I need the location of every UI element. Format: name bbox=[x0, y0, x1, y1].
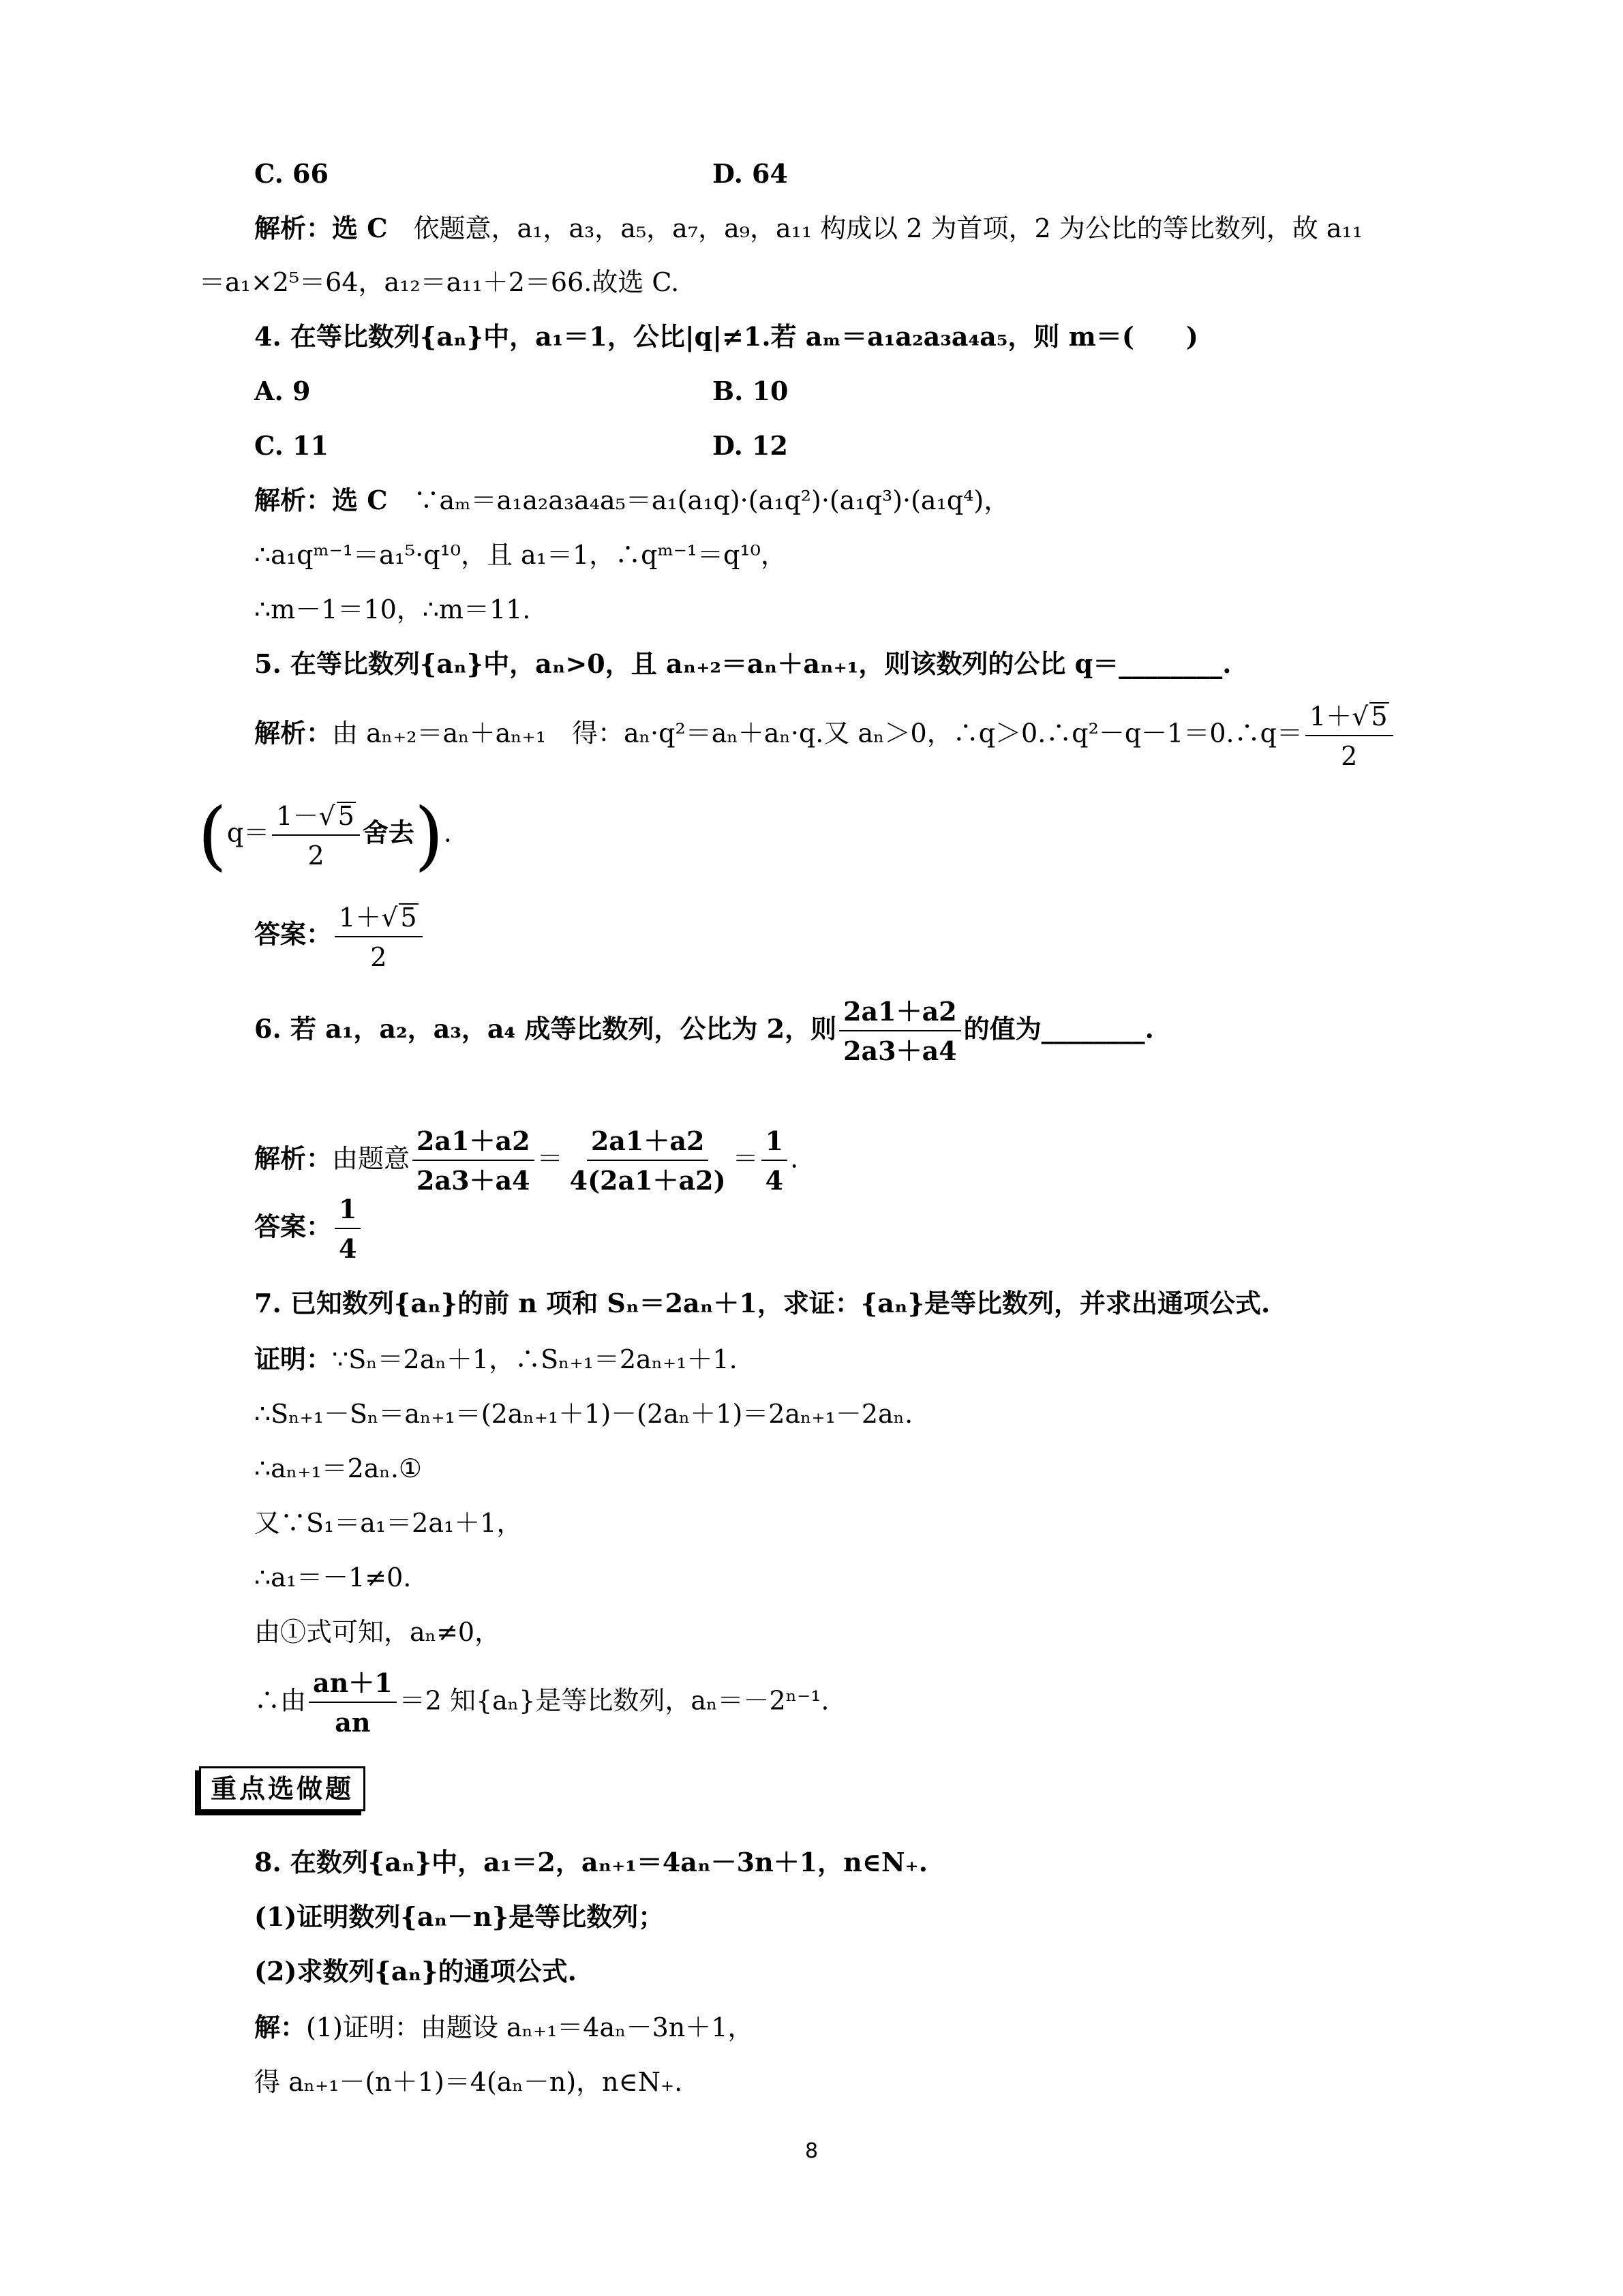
right-paren: ) bbox=[414, 791, 444, 879]
q8-stem: 8. 在数列{aₙ}中，a₁＝2，aₙ₊₁＝4aₙ－3n＋1，n∈N₊. bbox=[254, 1847, 928, 1877]
fraction-numerator: 2a1＋a2 bbox=[839, 999, 961, 1031]
radicand: 5 bbox=[400, 903, 417, 933]
proof-text: ＝2 知{aₙ}是等比数列，aₙ＝－2ⁿ⁻¹. bbox=[399, 1685, 830, 1716]
q7-proof-line5: ∴a₁＝－1≠0. bbox=[254, 1562, 412, 1592]
proof-text: ∴由 bbox=[254, 1685, 307, 1716]
positive-root-fraction: $\frac{1+√ 5}{2}$ bbox=[1305, 702, 1393, 769]
proof-text: ∵Sₙ＝2aₙ＋1，∴Sₙ₊₁＝2aₙ₊₁＋1. bbox=[332, 1344, 738, 1374]
solution-fraction-1 bbox=[412, 1128, 534, 1194]
q5-solution-line1 bbox=[254, 702, 1396, 769]
q3-solution-line2: ＝a₁×2⁵＝64，a₁₂＝a₁₁＋2＝66.故选 C. bbox=[199, 267, 680, 297]
solution-text: 由题意 bbox=[332, 1143, 410, 1174]
q7-proof-line7 bbox=[254, 1667, 830, 1738]
q3-solution-line1 bbox=[254, 215, 1363, 241]
stem-text: 6. 若 a₁，a₂，a₃，a₄ 成等比数列，公比为 2，则 bbox=[254, 1013, 837, 1044]
q4-solution-line3: ∴m－1＝10，∴m＝11. bbox=[254, 594, 531, 624]
fraction-denominator: an bbox=[335, 1707, 371, 1738]
answer-label: 答案： bbox=[254, 1211, 333, 1242]
radicand: 5 bbox=[337, 801, 354, 831]
negative-root-fraction: $\frac{1-√ 5}{2}$ bbox=[272, 802, 360, 868]
q3-option-d: D. 64 bbox=[712, 158, 788, 189]
q3-option-c: C. 66 bbox=[254, 158, 329, 189]
fraction-denominator: 2 bbox=[1341, 741, 1358, 771]
solution-choice: 选 C bbox=[332, 485, 388, 515]
solution-fraction-3 bbox=[761, 1128, 787, 1194]
solution-text: (1)证明：由题设 aₙ₊₁＝4aₙ－3n＋1， bbox=[306, 2012, 754, 2042]
fraction-denominator: 2a3＋a4 bbox=[416, 1165, 530, 1196]
q5-answer bbox=[254, 903, 425, 970]
left-paren: ( bbox=[198, 791, 227, 879]
q-equals: q＝ bbox=[226, 817, 270, 848]
q4-option-c: C. 11 bbox=[254, 430, 329, 461]
q6-stem bbox=[254, 996, 1154, 1066]
q8-part2: (2)求数列{aₙ}的通项公式. bbox=[254, 1956, 577, 1987]
q6-solution: 解析：由题意 $\frac{2a1+a2}{2a3+a4}$ ＝ $\frac{2a1+a2}{4(2a1+a2)}$ ＝ $\frac{1}{4}$ . bbox=[254, 1126, 799, 1196]
solution-label: 解析： bbox=[254, 717, 333, 749]
fraction-numerator: an＋1 bbox=[309, 1670, 397, 1703]
q4-stem: 4. 在等比数列{aₙ}中，a₁＝1，公比|q|≠1.若 aₘ＝a₁a₂a₃a₄a₅，则 m＝( ) bbox=[254, 321, 1198, 352]
fraction-denominator: 4(2a1＋a2) bbox=[569, 1165, 726, 1196]
q7-proof-line4: 又∵S₁＝a₁＝2a₁＋1， bbox=[254, 1508, 523, 1538]
stem-tail: 的值为________. bbox=[963, 1013, 1154, 1044]
rejected-text: 舍去 bbox=[362, 817, 414, 848]
q5-rejected-root: (q＝ $\frac{1-√ 5}{2}$ 舍去). bbox=[198, 791, 452, 879]
q7-proof-line2: ∴Sₙ₊₁－Sₙ＝aₙ₊₁＝(2aₙ₊₁＋1)－(2aₙ＋1)＝2aₙ₊₁－2aₙ. bbox=[254, 1399, 913, 1429]
q5-stem: 5. 在等比数列{aₙ}中，aₙ>0，且 aₙ₊₂＝aₙ＋aₙ₊₁，则该数列的公比 q＝________. bbox=[254, 648, 1232, 679]
solution-label: 解析： bbox=[254, 485, 333, 515]
answer-label: 答案： bbox=[254, 918, 333, 950]
solution-text: 由 aₙ₊₂＝aₙ＋aₙ₊₁ 得：aₙ·q²＝aₙ＋aₙ·q.又 aₙ＞0，∴q＞0.∴q²－q－1＝0.∴q＝ bbox=[332, 718, 1303, 749]
q7-proof-line1 bbox=[254, 1346, 738, 1372]
q8-solution-line2: 得 aₙ₊₁－(n＋1)＝4(aₙ－n)，n∈N₊. bbox=[254, 2067, 683, 2097]
solution-choice: 选 C bbox=[332, 213, 388, 243]
solution-text: ∵aₘ＝a₁a₂a₃a₄a₅＝a₁(a₁q)·(a₁q²)·(a₁q³)·(a₁q⁴)， bbox=[413, 485, 1010, 515]
solution-label: 解析： bbox=[254, 1143, 333, 1174]
solution-label: 解析： bbox=[254, 213, 333, 243]
q4-option-d: D. 12 bbox=[712, 430, 788, 461]
q4-option-b: B. 10 bbox=[712, 376, 789, 406]
ratio-fraction bbox=[309, 1667, 397, 1738]
fraction-denominator: 4 bbox=[765, 1165, 784, 1196]
fraction-numerator: 2a1＋a2 bbox=[587, 1128, 709, 1161]
section-badge-label: 重点选做题 bbox=[199, 1766, 365, 1811]
proof-label: 证明： bbox=[254, 1344, 333, 1374]
fraction-numerator: 1 bbox=[761, 1128, 787, 1161]
q4-solution-line2: ∴a₁qᵐ⁻¹＝a₁⁵·q¹⁰，且 a₁＝1，∴qᵐ⁻¹＝q¹⁰， bbox=[254, 540, 787, 570]
solution-text: 依题意，a₁，a₃，a₅，a₇，a₉，a₁₁ 构成以 2 为首项，2 为公比的等比数列，故 a₁₁ bbox=[413, 213, 1363, 243]
solution-fraction-2 bbox=[566, 1128, 730, 1194]
q4-solution-line1 bbox=[254, 487, 1010, 513]
q8-solution-line1 bbox=[254, 2014, 753, 2040]
fraction-numerator: 2a1＋a2 bbox=[412, 1128, 534, 1161]
fraction-denominator: 4 bbox=[339, 1233, 357, 1264]
fraction-numerator: 1＋ bbox=[339, 903, 382, 933]
fraction-denominator: 2 bbox=[307, 841, 324, 871]
fraction-denominator: 2a3＋a4 bbox=[843, 1036, 957, 1066]
section-badge bbox=[199, 1768, 365, 1805]
fraction-numerator: 1－ bbox=[276, 801, 319, 831]
page-number: 8 bbox=[804, 2139, 819, 2163]
solution-label: 解： bbox=[254, 2012, 307, 2042]
fraction-denominator: 2 bbox=[370, 942, 387, 972]
answer-fraction: $\frac{1+√ 5}{2}$ bbox=[335, 903, 423, 970]
fraction-numerator: 1＋ bbox=[1309, 701, 1352, 731]
stem-fraction bbox=[839, 996, 961, 1066]
fraction-numerator: 1 bbox=[335, 1196, 361, 1229]
q7-proof-line3: ∴aₙ₊₁＝2aₙ.① bbox=[254, 1453, 422, 1483]
answer-fraction bbox=[335, 1196, 361, 1262]
q4-option-a: A. 9 bbox=[254, 376, 311, 406]
q6-answer bbox=[254, 1196, 363, 1262]
q7-proof-line6: 由①式可知，aₙ≠0， bbox=[254, 1617, 501, 1647]
radicand: 5 bbox=[1371, 701, 1388, 731]
q7-stem: 7. 已知数列{aₙ}的前 n 项和 Sₙ＝2aₙ＋1，求证：{aₙ}是等比数列，并求出通项公式. bbox=[254, 1288, 1271, 1318]
q8-part1: (1)证明数列{aₙ－n}是等比数列； bbox=[254, 1901, 665, 1932]
